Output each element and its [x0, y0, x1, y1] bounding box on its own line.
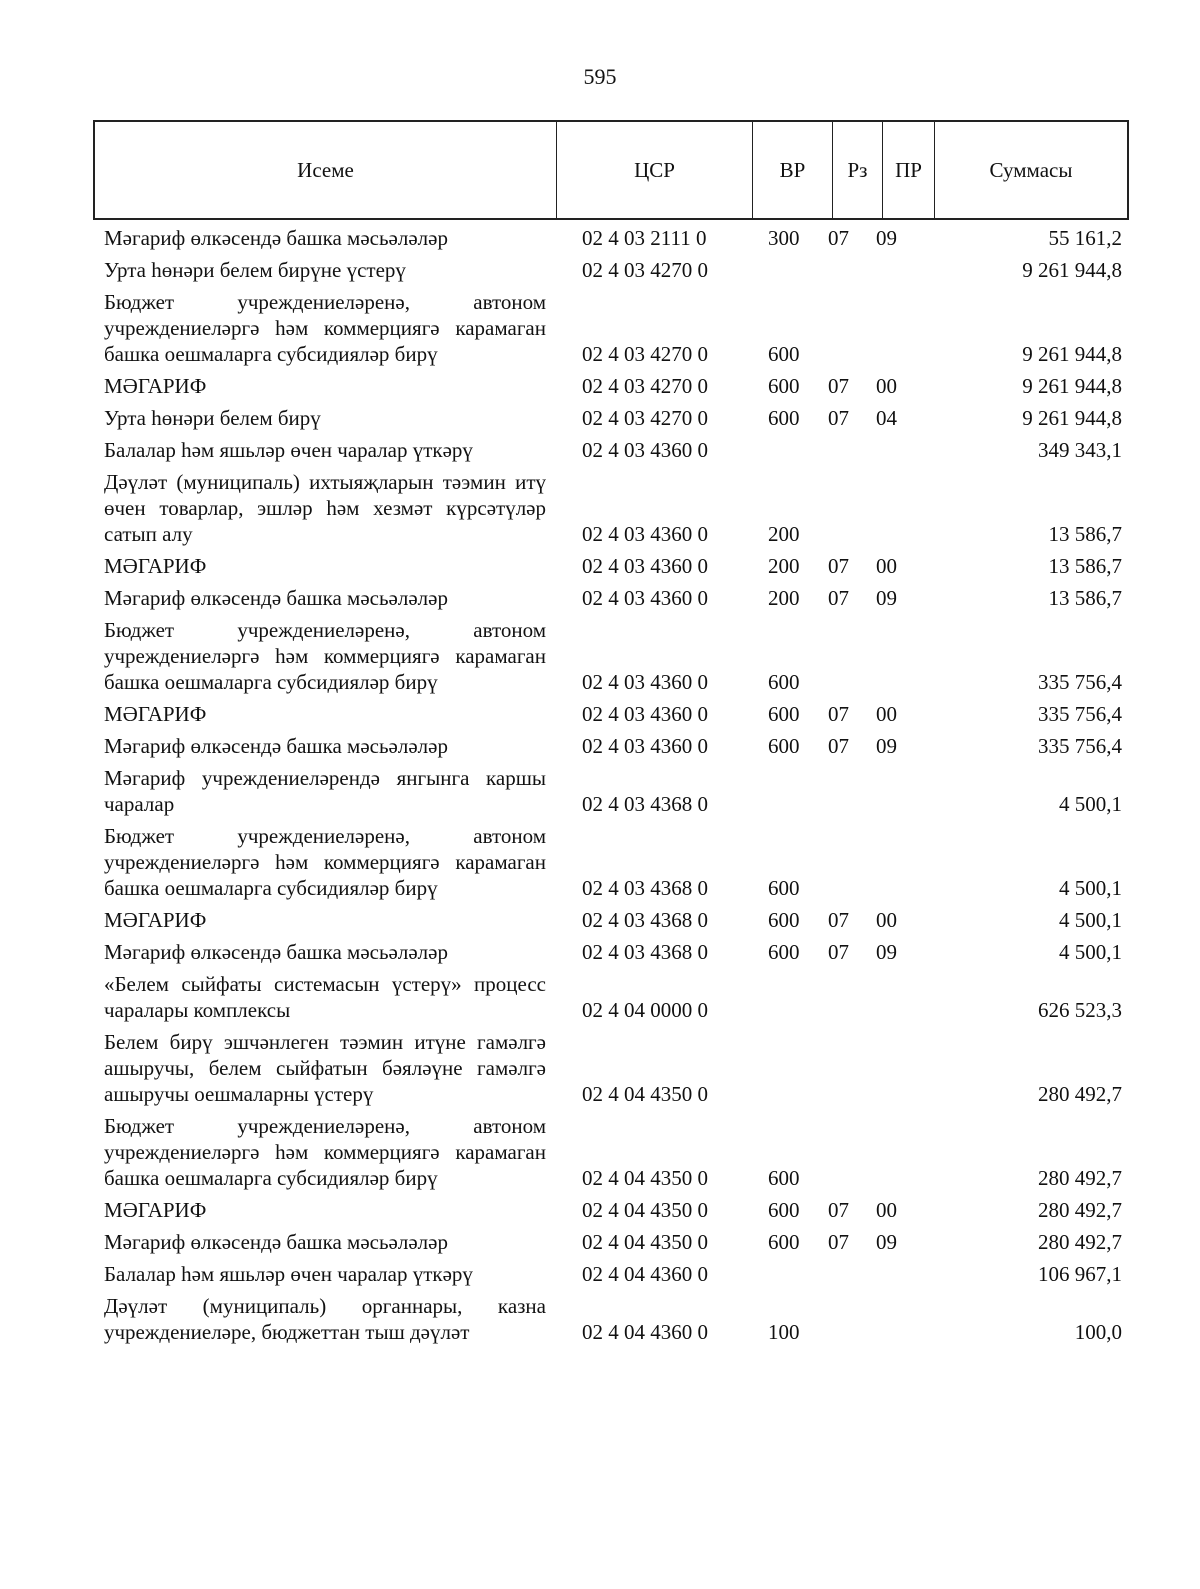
row-name: Урта һөнәри белем бирү: [104, 406, 321, 430]
row-csr: 02 4 03 4368 0: [582, 940, 708, 964]
header-rz: Рз: [833, 122, 883, 218]
row-vr: 200: [768, 554, 800, 578]
row-vr: 600: [768, 342, 800, 366]
row-vr: 600: [768, 702, 800, 726]
row-name: Урта һөнәри белем бирүне үстерү: [104, 258, 406, 282]
row-vr: 600: [768, 1230, 800, 1254]
table-row: [104, 1290, 1128, 1348]
row-csr: 02 4 04 0000 0: [582, 998, 708, 1022]
table-row: [104, 370, 1128, 402]
row-csr: 02 4 03 4360 0: [582, 734, 708, 758]
table-row: [104, 614, 1128, 698]
row-name: Бюджет учреждениеләренә, автоном учреждениеләргә һәм коммерциягә карамаган башка оешмаларга субсидияләр бирү: [104, 824, 546, 900]
row-pr: 04: [876, 406, 897, 430]
table-row: [104, 1194, 1128, 1226]
table-row: [104, 820, 1128, 904]
row-sum: 9 261 944,8: [1022, 374, 1122, 398]
row-vr: 600: [768, 406, 800, 430]
table-row: [104, 730, 1128, 762]
row-sum: 9 261 944,8: [1022, 342, 1122, 366]
table-row: [104, 1258, 1128, 1290]
row-name: Мәгариф өлкәсендә башка мәсьәләләр: [104, 940, 448, 964]
row-rz: 07: [828, 586, 849, 610]
row-name: Мәгариф өлкәсендә башка мәсьәләләр: [104, 586, 448, 610]
row-vr: 600: [768, 1166, 800, 1190]
row-sum: 349 343,1: [1038, 438, 1122, 462]
table-row: [104, 286, 1128, 370]
table-row: [104, 968, 1128, 1026]
row-sum: 335 756,4: [1038, 702, 1122, 726]
row-vr: 600: [768, 940, 800, 964]
table-header: [93, 120, 1129, 220]
row-pr: 09: [876, 734, 897, 758]
row-csr: 02 4 04 4350 0: [582, 1230, 708, 1254]
row-sum: 106 967,1: [1038, 1262, 1122, 1286]
row-sum: 280 492,7: [1038, 1166, 1122, 1190]
table-row: [104, 466, 1128, 550]
row-name: МӘГАРИФ: [104, 908, 207, 932]
row-sum: 335 756,4: [1038, 670, 1122, 694]
table-row: [104, 1226, 1128, 1258]
row-sum: 13 586,7: [1048, 554, 1122, 578]
table-row: [104, 434, 1128, 466]
row-csr: 02 4 03 4270 0: [582, 342, 708, 366]
row-csr: 02 4 04 4360 0: [582, 1320, 708, 1344]
row-name: МӘГАРИФ: [104, 1198, 207, 1222]
row-csr: 02 4 03 4368 0: [582, 908, 708, 932]
row-sum: 9 261 944,8: [1022, 406, 1122, 430]
row-sum: 4 500,1: [1059, 792, 1122, 816]
row-csr: 02 4 03 4360 0: [582, 586, 708, 610]
table-row: [104, 936, 1128, 968]
row-sum: 13 586,7: [1048, 522, 1122, 546]
table-row: [104, 402, 1128, 434]
row-rz: 07: [828, 226, 849, 250]
row-csr: 02 4 03 4270 0: [582, 374, 708, 398]
header-name: Исеме: [95, 122, 557, 218]
row-name: Балалар һәм яшьләр өчен чаралар үткәрү: [104, 1262, 473, 1286]
row-csr: 02 4 03 4360 0: [582, 670, 708, 694]
row-sum: 335 756,4: [1038, 734, 1122, 758]
page-number: 595: [583, 64, 617, 89]
header-csr: ЦСР: [557, 122, 753, 218]
row-name: МӘГАРИФ: [104, 702, 207, 726]
row-rz: 07: [828, 1198, 849, 1222]
row-vr: 600: [768, 734, 800, 758]
row-rz: 07: [828, 554, 849, 578]
table-row: [104, 698, 1128, 730]
row-csr: 02 4 03 4360 0: [582, 438, 708, 462]
table-row: [104, 1026, 1128, 1110]
table-row: [104, 582, 1128, 614]
row-name: Мәгариф учреждениеләрендә янгынга каршы чаралар: [104, 766, 546, 816]
row-csr: 02 4 03 4270 0: [582, 258, 708, 282]
row-vr: 600: [768, 1198, 800, 1222]
row-csr: 02 4 03 4270 0: [582, 406, 708, 430]
row-sum: 13 586,7: [1048, 586, 1122, 610]
row-csr: 02 4 03 4360 0: [582, 554, 708, 578]
row-vr: 600: [768, 876, 800, 900]
row-rz: 07: [828, 374, 849, 398]
row-sum: 4 500,1: [1059, 940, 1122, 964]
row-csr: 02 4 04 4350 0: [582, 1198, 708, 1222]
row-rz: 07: [828, 702, 849, 726]
row-vr: 300: [768, 226, 800, 250]
row-vr: 200: [768, 586, 800, 610]
table-row: [104, 1110, 1128, 1194]
row-rz: 07: [828, 406, 849, 430]
row-pr: 00: [876, 702, 897, 726]
table-row: [104, 762, 1128, 820]
row-pr: 00: [876, 374, 897, 398]
row-name: Бюджет учреждениеләренә, автоном учреждениеләргә һәм коммерциягә карамаган башка оешмаларга субсидияләр бирү: [104, 618, 546, 694]
table-row: [104, 550, 1128, 582]
row-csr: 02 4 03 4368 0: [582, 792, 708, 816]
row-name: «Белем сыйфаты системасын үстерү» процесс чаралары комплексы: [104, 972, 546, 1022]
row-vr: 600: [768, 908, 800, 932]
row-csr: 02 4 04 4360 0: [582, 1262, 708, 1286]
row-name: Белем бирү эшчәнлеген тәэмин итүне гамәлгә ашыручы, белем сыйфатын бәяләүне гамәлгә ашыручы оешмаларны үстерү: [104, 1030, 546, 1106]
row-csr: 02 4 04 4350 0: [582, 1082, 708, 1106]
row-name: Мәгариф өлкәсендә башка мәсьәләләр: [104, 734, 448, 758]
row-rz: 07: [828, 940, 849, 964]
row-vr: 600: [768, 670, 800, 694]
row-sum: 280 492,7: [1038, 1198, 1122, 1222]
row-name: Бюджет учреждениеләренә, автоном учреждениеләргә һәм коммерциягә карамаган башка оешмаларга субсидияләр бирү: [104, 290, 546, 366]
row-name: МӘГАРИФ: [104, 554, 207, 578]
row-rz: 07: [828, 908, 849, 932]
row-name: Дәүләт (муниципаль) ихтыяҗларын тәэмин итү өчен товарлар, эшләр һәм хезмәт күрсәтүләр сатып алу: [104, 470, 546, 546]
row-pr: 00: [876, 908, 897, 932]
table-row: [104, 254, 1128, 286]
row-sum: 55 161,2: [1048, 226, 1122, 250]
row-vr: 600: [768, 374, 800, 398]
row-pr: 09: [876, 940, 897, 964]
row-name: Балалар һәм яшьләр өчен чаралар үткәрү: [104, 438, 473, 462]
row-csr: 02 4 03 4360 0: [582, 702, 708, 726]
row-sum: 4 500,1: [1059, 876, 1122, 900]
row-vr: 100: [768, 1320, 800, 1344]
row-name: Мәгариф өлкәсендә башка мәсьәләләр: [104, 226, 448, 250]
row-sum: 100,0: [1074, 1320, 1122, 1344]
row-csr: 02 4 03 2111 0: [582, 226, 707, 250]
row-pr: 09: [876, 226, 897, 250]
row-csr: 02 4 03 4360 0: [582, 522, 708, 546]
row-sum: 280 492,7: [1038, 1082, 1122, 1106]
row-sum: 4 500,1: [1059, 908, 1122, 932]
row-vr: 200: [768, 522, 800, 546]
header-pr: ПР: [883, 122, 935, 218]
row-csr: 02 4 04 4350 0: [582, 1166, 708, 1190]
row-rz: 07: [828, 1230, 849, 1254]
row-pr: 09: [876, 586, 897, 610]
row-pr: 09: [876, 1230, 897, 1254]
table-row: [104, 222, 1128, 254]
row-name: Дәүләт (муниципаль) органнары, казна учреждениеләре, бюджеттан тыш дәүләт: [104, 1294, 546, 1344]
table-body: [104, 222, 1128, 1348]
row-name: Мәгариф өлкәсендә башка мәсьәләләр: [104, 1230, 448, 1254]
header-vr: ВР: [753, 122, 833, 218]
row-sum: 9 261 944,8: [1022, 258, 1122, 282]
table-row: [104, 904, 1128, 936]
row-sum: 280 492,7: [1038, 1230, 1122, 1254]
header-sum: Суммасы: [989, 157, 1073, 182]
row-rz: 07: [828, 734, 849, 758]
row-pr: 00: [876, 1198, 897, 1222]
row-csr: 02 4 03 4368 0: [582, 876, 708, 900]
row-name: Бюджет учреждениеләренә, автоном учреждениеләргә һәм коммерциягә карамаган башка оешмаларга субсидияләр бирү: [104, 1114, 546, 1190]
row-name: МӘГАРИФ: [104, 374, 207, 398]
row-sum: 626 523,3: [1038, 998, 1122, 1022]
row-pr: 00: [876, 554, 897, 578]
